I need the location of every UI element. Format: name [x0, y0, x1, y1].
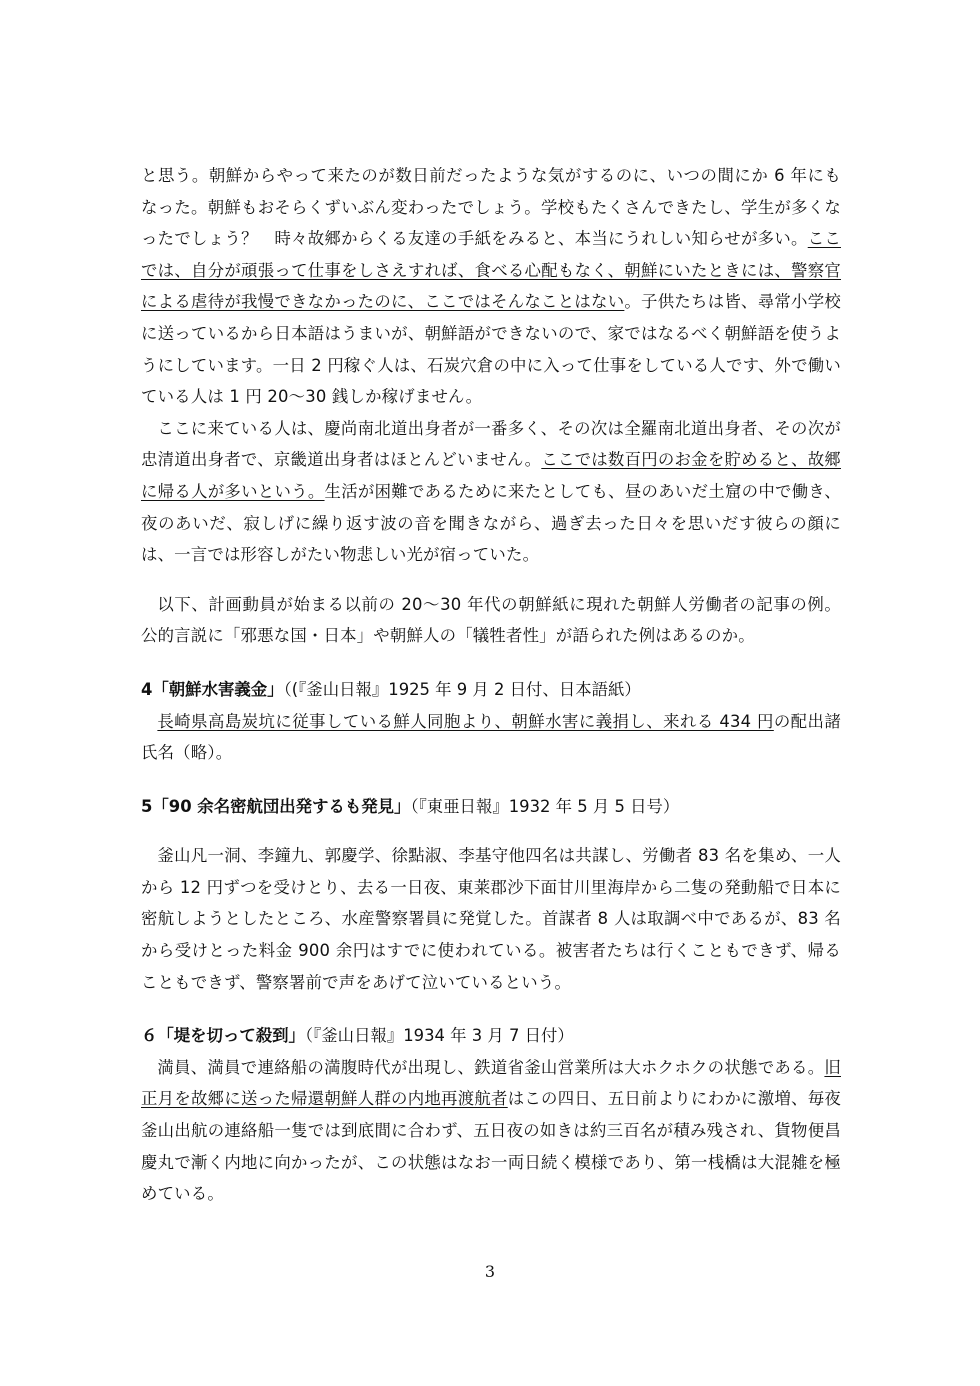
text-segment: ここに来ている人は、慶尚南北道出身者が一番多く、その次は全羅南北道出身者、その次が忠清道出身者で、京畿道出身者はほとんどいません。: [141, 418, 841, 470]
article-number: ６: [141, 1026, 158, 1046]
paragraph-intro: 以下、計画動員が始まる以前の 20～30 年代の朝鮮紙に現れた朝鮮人労働者の記事の例。公的言説に「邪悪な国・日本」や朝鮮人の「犠牲者性」が語られた例はあるのか。: [141, 594, 841, 646]
article-heading-4: [141, 674, 841, 706]
article-title: 「堤を切って殺到」: [157, 1026, 305, 1046]
article-source: （『東亜日報』1932 年 5 月 5 日号）: [410, 796, 680, 816]
article-title: 「朝鮮水害義金」: [152, 679, 284, 699]
article-number: 4: [141, 679, 153, 699]
text-segment: 。子供たちは皆、尋常小学校に送っているから日本語はうまいが、朝鮮語ができないので、家ではなるべく朝鮮語を使うようにしています。一日 2 円稼ぐ人は、石炭穴倉の中に入って仕事をしている人です、外で働いている人は 1 円 20～30 銭しか稼げません。: [141, 292, 841, 407]
article-source: （『釜山日報』1934 年 3 月 7 日付）: [304, 1026, 574, 1046]
text-segment: 生活が困難であるために来たとしても、昼のあいだ土窟の中で働き、夜のあいだ、寂しげに繰り返す波の音を聞きながら、過ぎ去った日々を思いだす彼らの顔には、一言では形容しがたい物悲しい光が宿っていた。: [141, 481, 841, 565]
article-body-6: [141, 1052, 841, 1210]
text-segment: はこの四日、五日前よりにわかに激増、毎夜釜山出航の連絡船一隻では到底間に合わず、五日夜の如きは約三百名が積み残され、貨物便昌慶丸で漸く内地に向かったが、この状態はなお一両日続く模様であり、第一桟橋は大混雑を極めている。: [141, 1089, 841, 1204]
article-number: 5: [141, 796, 153, 816]
text-segment: と思う。朝鮮からやって来たのが数日前だったような気がするのに、いつの間にか 6 年にもなった。朝鮮もおそらくずいぶん変わったでしょう。学校もたくさんできたし、学生が多くなったでしょう？ 時々故郷からくる友達の手紙をみると、本当にうれしい知らせが多い。: [141, 166, 841, 249]
text-segment: 満員、満員で連絡船の満腹時代が出現し、鉄道省釜山営業所は大ホクホクの状態である。: [157, 1057, 825, 1077]
page-number: 3: [484, 1262, 496, 1281]
article-heading-5: [141, 791, 841, 823]
article-body-5: 釜山凡一洞、李鐘九、郭慶学、徐點淑、李基守他四名は共謀し、労働者 83 名を集め、一人から 12 円ずつを受けとり、去る一日夜、東莱郡沙下面甘川里海岸から二隻の発動船で日本に密航しようとしたところ、水産警察署員に発覚した。首謀者 8 人は取調べ中であるが、83 名から受けとった料金 900 余円はすでに使われている。被害者たちは行くこともできず、帰ることもできず、警察署前で声をあげて泣いているという。: [141, 846, 841, 992]
underlined-segment: ここでは数百円のお金を貯めると、故郷に帰る人が多いという。: [141, 450, 841, 501]
article-title: 「90 余名密航団出発するも発見」: [152, 796, 411, 816]
underlined-segment: 長崎県高島炭坑に従事している鮮人同胞より、朝鮮水害に義捐し、来れる 434 円: [157, 711, 774, 731]
article-heading-6: [141, 1020, 841, 1052]
paragraph-testimony: [141, 160, 841, 413]
underlined-segment: ここでは、自分が頑張って仕事をしさえすれば、食べる心配もなく、朝鮮にいたときには、警察官による虐待が我慢できなかったのに、ここではそんなことはない: [141, 229, 841, 312]
document-body: [141, 160, 841, 1210]
text-segment: の配出諸氏名（略）。: [141, 711, 841, 763]
article-source: （(『釜山日報』1925 年 9 月 2 日付、日本語紙）: [283, 679, 641, 699]
paragraph-origins: [141, 413, 841, 571]
underlined-segment: 旧正月を故郷に送った帰還朝鮮人群の内地再渡航者: [141, 1057, 841, 1109]
article-body-4: [141, 706, 841, 769]
